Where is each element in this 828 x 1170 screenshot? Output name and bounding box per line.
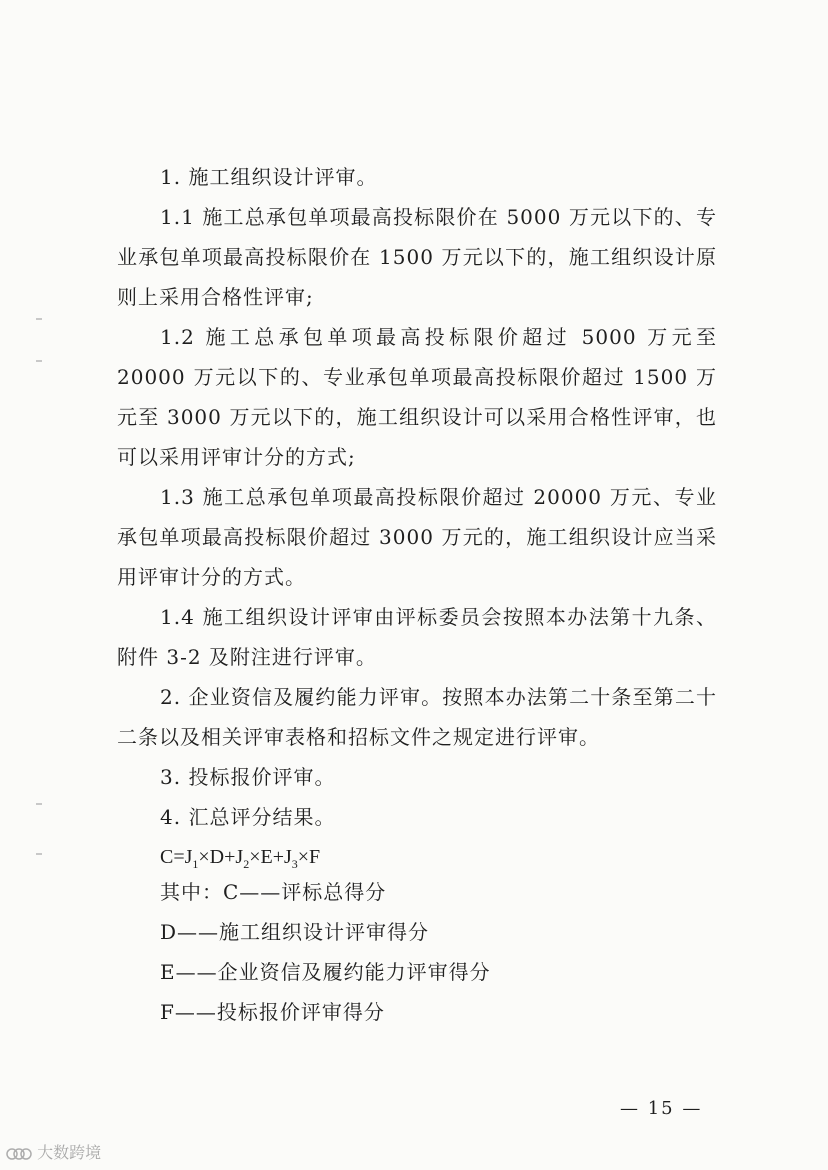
formula-part: ×E+J: [249, 846, 292, 868]
scan-margin-mark: [36, 318, 42, 320]
definition-d: D——施工组织设计评审得分: [160, 920, 430, 944]
watermark-text: 大数跨境: [37, 1143, 102, 1162]
paragraph-1-4: 1.4 施工组织设计评审由评标委员会按照本办法第十九条、附件 3-2 及附注进行评审。: [117, 605, 717, 669]
formula-part: C=J: [160, 846, 193, 868]
formula-subscript: 3: [291, 857, 298, 871]
formula-part: ×F: [297, 846, 321, 868]
definition-e: E——企业资信及履约能力评审得分: [160, 960, 491, 984]
formula-subscript: 2: [243, 857, 250, 871]
section-1-heading: 1. 施工组织设计评审。: [160, 165, 378, 189]
paragraph-1-3: 1.3 施工总承包单项最高投标限价超过 20000 万元、专业承包单项最高投标限价超过 3000 万元的，施工组织设计应当采用评审计分的方式。: [117, 485, 717, 589]
paragraph-1-1: 1.1 施工总承包单项最高投标限价在 5000 万元以下的、专业承包单项最高投标限价在 1500 万元以下的，施工组织设计原则上采用合格性评审;: [117, 205, 717, 309]
scan-margin-mark: [36, 853, 42, 855]
formula-subscript: 1: [192, 857, 199, 871]
scan-margin-mark: [36, 803, 42, 805]
definition-c: 其中：C——评标总得分: [160, 880, 387, 904]
formula-part: ×D+J: [198, 846, 244, 868]
paragraph-1-2: 1.2 施工总承包单项最高投标限价超过 5000 万元至 20000 万元以下的、专业承包单项最高投标限价超过 1500 万元至 3000 万元以下的，施工组织设计可以采用合格性评审，也可以采用评审计分的方式;: [117, 325, 717, 469]
section-4-heading: 4. 汇总评分结果。: [160, 805, 336, 829]
page-number: — 15 —: [620, 1098, 703, 1119]
watermark-icon: [6, 1146, 32, 1162]
section-3-heading: 3. 投标报价评审。: [160, 765, 336, 789]
scan-margin-mark: [36, 360, 42, 362]
watermark-logo: [6, 1140, 101, 1163]
section-2-paragraph: 2. 企业资信及履约能力评审。按照本办法第二十条至第二十二条以及相关评审表格和招标文件之规定进行评审。: [117, 685, 717, 749]
definition-f: F——投标报价评审得分: [160, 1000, 385, 1024]
score-formula: [160, 842, 320, 879]
